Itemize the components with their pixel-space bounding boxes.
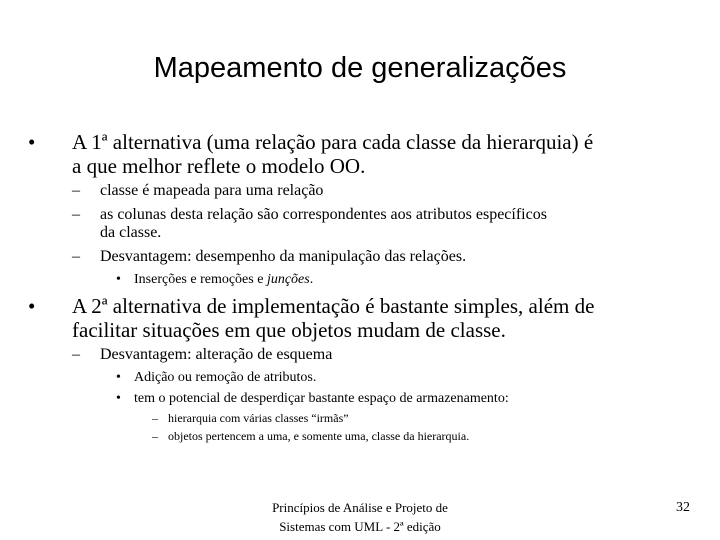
bullet-2-text: A 2ª alternativa de implementação é bastante simples, além de: [72, 294, 595, 318]
bullet-marker: •: [116, 272, 121, 287]
sub-bullet-text-continued: da classe.: [100, 224, 162, 241]
dash-marker: –: [72, 182, 80, 199]
dash-marker: –: [72, 346, 80, 363]
dash-marker: –: [152, 429, 158, 443]
bullet-marker: •: [28, 130, 36, 154]
footer-line-2: Sistemas com UML - 2ª edição: [279, 519, 441, 534]
sub-sub-bullet-text: [134, 271, 313, 288]
bullet-1-text-continued: a que melhor reflete o modelo OO.: [72, 154, 366, 178]
footer: [250, 498, 470, 536]
plain-text: Inserções e remoções e: [134, 272, 267, 287]
sub-bullet-text: Desvantagem: alteração de esquema: [100, 346, 333, 363]
footer-line-1: Princípios de Análise e Projeto de: [272, 500, 448, 515]
sub-bullet-text: Desvantagem: desempenho da manipulação das relações.: [100, 248, 467, 265]
bullet-marker: •: [116, 391, 121, 406]
sub-sub-bullet-text: Adição ou remoção de atributos.: [134, 370, 317, 385]
bullet-marker: •: [28, 294, 36, 318]
sub-bullet-text: classe é mapeada para uma relação: [100, 182, 324, 199]
bullet-1-text: A 1ª alternativa (uma relação para cada classe da hierarquia) é: [72, 130, 594, 154]
dash-marker: –: [152, 411, 158, 425]
level-4-text: hierarquia com várias classes “irmãs”: [168, 411, 349, 425]
suffix-text: .: [309, 272, 314, 287]
dash-marker: –: [72, 248, 80, 265]
bullet-marker: •: [116, 370, 121, 385]
sub-bullet-text: as colunas desta relação são correspondentes aos atributos específicos: [100, 206, 547, 223]
page-number: 32: [676, 500, 690, 515]
bullet-2-text-continued: facilitar situações em que objetos mudam de classe.: [72, 318, 506, 342]
level-4-text: objetos pertencem a uma, e somente uma, classe da hierarquia.: [168, 429, 470, 443]
italic-text: junções: [266, 272, 310, 287]
sub-sub-bullet-text: tem o potencial de desperdiçar bastante espaço de armazenamento:: [134, 391, 509, 406]
dash-marker: –: [72, 206, 80, 223]
page-title: Mapeamento de generalizações: [153, 52, 567, 84]
